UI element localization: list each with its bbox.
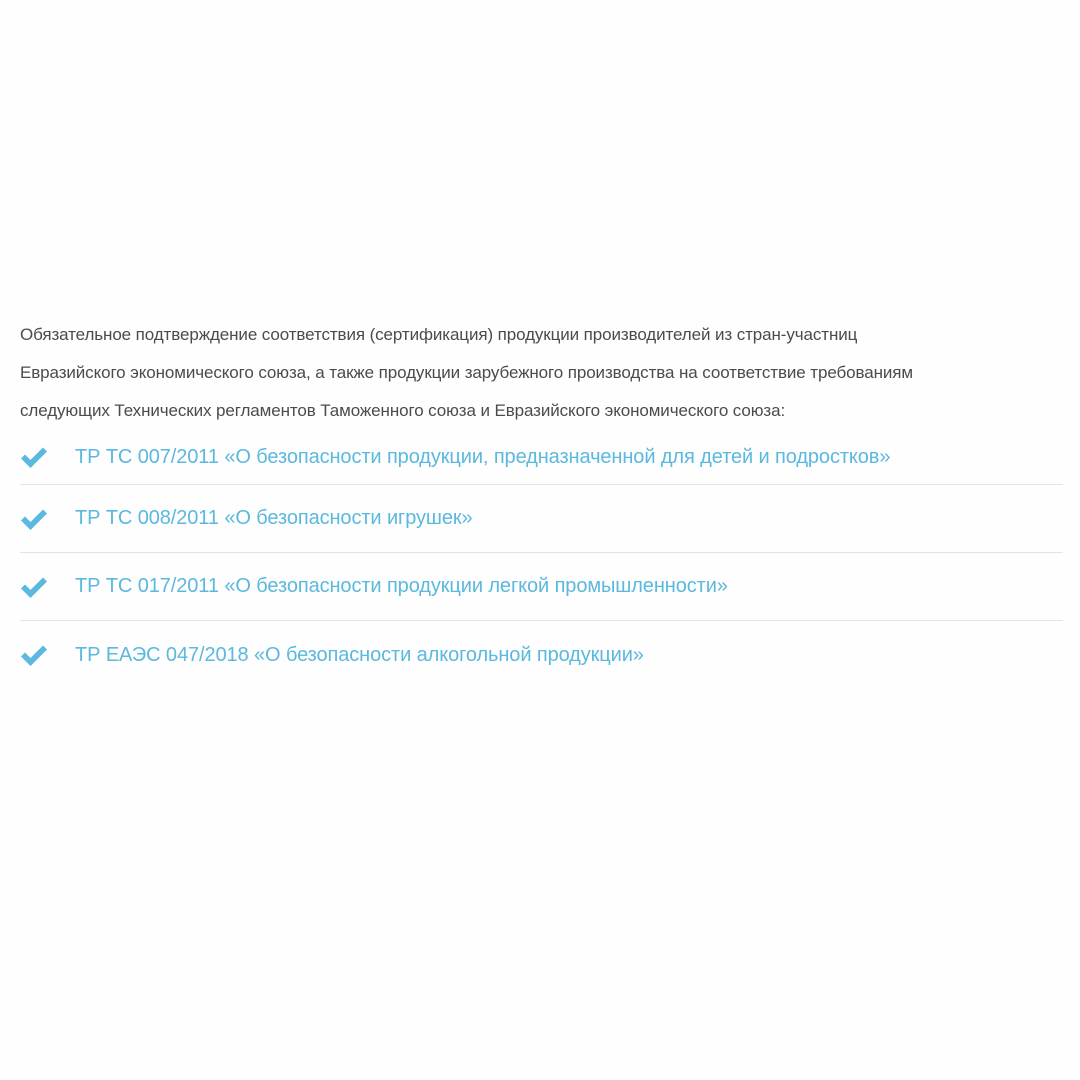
list-item [20,621,1063,689]
check-icon [20,644,48,666]
regulation-link-tr-ts-017[interactable]: ТР ТС 017/2011 «О безопасности продукции легкой промышленности» [75,575,728,597]
list-item [20,485,1063,553]
intro-line-3: следующих Технических регламентов Таможенного союза и Евразийского экономического союза: [20,401,786,420]
regulation-link-tr-eaes-047[interactable]: ТР ЕАЭС 047/2018 «О безопасности алкогольной продукции» [75,643,644,666]
list-item [20,553,1063,621]
regulations-list [20,430,1063,689]
check-icon [20,508,48,530]
intro-line-1: Обязательное подтверждение соответствия (сертификация) продукции производителей из стран-участниц [20,325,858,344]
regulation-link-tr-ts-008[interactable]: ТР ТС 008/2011 «О безопасности игрушек» [75,507,473,529]
list-item [20,430,1063,485]
regulation-link-tr-ts-007[interactable]: ТР ТС 007/2011 «О безопасности продукции, предназначенной для детей и подростков» [75,445,891,468]
check-icon [20,446,48,468]
intro-paragraph [20,316,1063,430]
certification-section [20,316,1063,689]
intro-line-2: Евразийского экономического союза, а также продукции зарубежного производства на соответствие требованиям [20,363,913,382]
check-icon [20,576,48,598]
